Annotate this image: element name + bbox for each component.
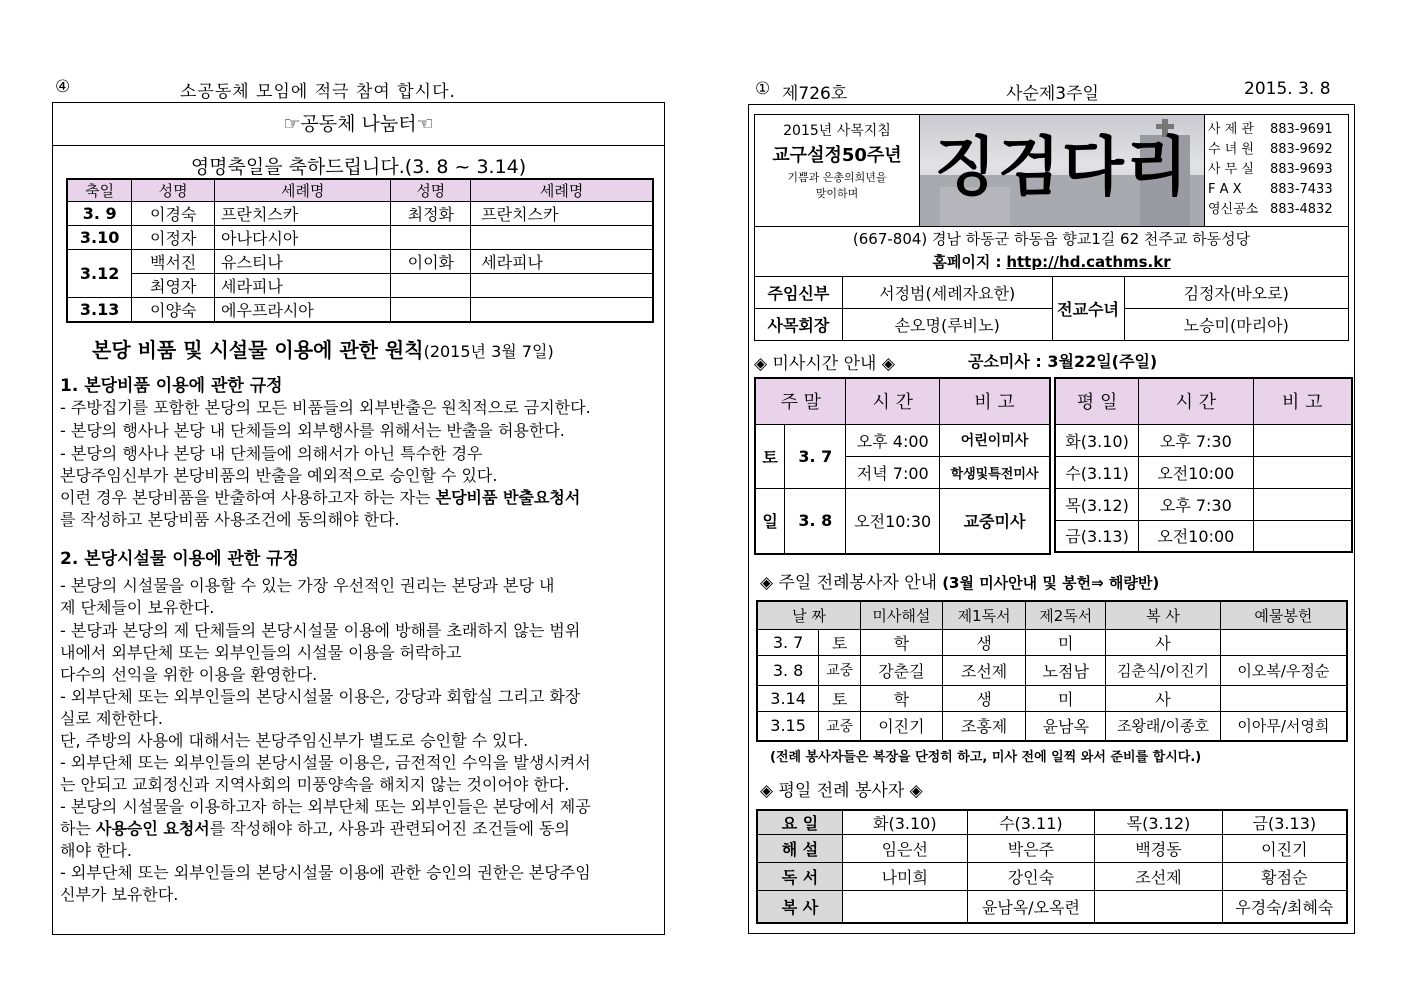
slogan: 소공동체 모임에 적극 참여 합시다. <box>180 82 456 102</box>
weekday-cell: 조선제 <box>1095 863 1222 891</box>
rule-line: 본당주임신부가 본당비품의 반출을 예외적으로 승인할 수 있다. <box>60 466 498 485</box>
weekday-cell: 임은선 <box>843 835 967 863</box>
weekday-cell: 강인숙 <box>967 863 1095 891</box>
contact-number: 883-9691 <box>1270 122 1333 137</box>
homepage-line <box>755 251 1348 273</box>
masthead-title: 징검다리 <box>934 130 1190 205</box>
community-title-box <box>52 102 665 146</box>
sunday-day: 토 <box>819 685 861 711</box>
mass-time: 저녁 7:00 <box>846 456 940 488</box>
rules-heading <box>92 334 554 363</box>
feast-name: 이이화 <box>391 250 471 274</box>
liturgical-week: 사순제3주일 <box>1006 84 1099 104</box>
rules-title: 본당 비품 및 시설물 이용에 관한 원칙 <box>92 338 424 362</box>
feast-name <box>391 226 471 250</box>
feast-name <box>391 274 471 298</box>
rule-line: - 본당의 행사나 본당 내 단체들의 외부행사를 위해서는 반출을 허용한다. <box>60 421 565 440</box>
rule-line: - 외부단체 또는 외부인들의 본당시설물 이용은, 금전적인 수익을 발생시켜서 <box>60 753 591 772</box>
sunday-cell: 윤남옥 <box>1026 711 1106 741</box>
anniversary: 교구설정50주년 <box>772 145 902 166</box>
mass-time: 오후 7:30 <box>1139 488 1253 520</box>
mass-title: ◈ 미사시간 안내 ◈ <box>754 354 895 374</box>
feast-name: 이정자 <box>132 226 215 250</box>
sunday-header: 예물봉헌 <box>1220 601 1347 629</box>
feast-date: 3.13 <box>67 298 132 323</box>
sunday-date: 3.14 <box>757 685 819 711</box>
feast-header: 세례명 <box>471 179 653 202</box>
sister-name: 노승미(마리아) <box>1124 309 1349 341</box>
weekday-role: 해 설 <box>757 835 843 863</box>
weekend-mass-table <box>754 377 1051 555</box>
sunday-header: 제1독서 <box>942 601 1026 629</box>
sunday-cell: 조선제 <box>942 655 1026 685</box>
mass-note: 어린이미사 <box>940 424 1050 456</box>
rule-line: 를 작성하고 본당비품 사용조건에 동의해야 한다. <box>60 510 400 529</box>
mass-day: 토 <box>755 424 785 488</box>
feast-name: 최정화 <box>391 202 471 226</box>
weekday-cell: 황점순 <box>1222 863 1347 891</box>
feast-heading: 영명축일을 축하드립니다.(3. 8 ~ 3.14) <box>190 156 527 178</box>
feast-baptism <box>471 226 653 250</box>
mass-time: 오전10:30 <box>846 488 940 554</box>
weekday-role: 복 사 <box>757 891 843 923</box>
council-name: 손오명(루비노) <box>842 309 1052 341</box>
issue-mark: ① <box>755 79 771 99</box>
anniversary-sub: 기쁨과 은총의희년을 <box>787 171 887 184</box>
community-title: ☞공동체 나눔터☜ <box>283 113 434 135</box>
feast-name: 이경숙 <box>132 202 215 226</box>
mass-header: 비 고 <box>1253 378 1352 424</box>
weekday-role: 독 서 <box>757 863 843 891</box>
rule-line: 는 안되고 교회정신과 지역사회의 미풍양속을 해치지 않는 것이어야 한다. <box>60 775 570 794</box>
mass-header: 비 고 <box>940 378 1050 424</box>
mass-time: 오후 7:30 <box>1139 424 1253 456</box>
mass-time: 오전10:00 <box>1139 520 1253 552</box>
sunday-header: 복 사 <box>1106 601 1221 629</box>
rule-line: - 외부단체 또는 외부인들의 본당시설물 이용에 관한 승인의 권한은 본당주임 <box>60 863 591 882</box>
feast-baptism <box>471 274 653 298</box>
rule-line: 제 단체들이 보유한다. <box>60 598 215 617</box>
feast-date: 3.12 <box>67 250 132 298</box>
section1-title: 1. 본당비품 이용에 관한 규정 <box>60 376 283 396</box>
sunday-cell: 조왕래/이종호 <box>1106 711 1221 741</box>
rule-text: 를 작성해야 하고, 사용과 관련되어진 조건들에 동의 <box>209 819 570 838</box>
weekday-header: 요 일 <box>757 810 843 835</box>
contact-row <box>1208 160 1348 180</box>
pastoral-year: 2015년 사목지침 <box>783 123 891 139</box>
rule-line: 해야 한다. <box>60 841 132 860</box>
weekday-cell: 박은주 <box>967 835 1095 863</box>
mass-note: 교중미사 <box>940 488 1050 554</box>
mass-header: 주 말 <box>755 378 846 424</box>
rule-line: 단, 주방의 사용에 대해서는 본당주임신부가 별도로 승인할 수 있다. <box>60 731 529 750</box>
rules-date: (2015년 3월 7일) <box>423 342 554 361</box>
feast-table <box>66 178 654 323</box>
sunday-header: 미사해설 <box>861 601 943 629</box>
page-number: ④ <box>55 77 71 97</box>
feast-header: 세례명 <box>215 179 391 202</box>
feast-baptism: 유스티나 <box>215 250 391 274</box>
pastor-label: 주임신부 <box>755 277 843 309</box>
rule-line: 실로 제한한다. <box>60 709 163 728</box>
sunday-cell: 사 <box>1106 685 1221 711</box>
rule-bold: 사용승인 요청서 <box>96 819 210 838</box>
sunday-cell: 미 <box>1026 629 1106 655</box>
feast-header: 축일 <box>67 179 132 202</box>
contact-number: 883-9692 <box>1270 142 1333 157</box>
sunday-cell: 이진기 <box>861 711 943 741</box>
rule-line: - 본당의 행사나 본당 내 단체들에 의해서가 아닌 특수한 경우 <box>60 444 483 463</box>
address-box <box>754 226 1349 277</box>
sunday-cell: 생 <box>942 685 1026 711</box>
contact-number: 883-4832 <box>1270 202 1333 217</box>
mass-day: 금(3.13) <box>1055 520 1139 552</box>
feast-baptism: 아나다시아 <box>215 226 391 250</box>
rule-line: 신부가 보유한다. <box>60 885 179 904</box>
feast-baptism: 에우프라시아 <box>215 298 391 323</box>
sunday-cell: 학 <box>861 685 943 711</box>
sunday-header: 제2독서 <box>1026 601 1106 629</box>
rule-line: - 주방집기를 포함한 본당의 모든 비품들의 외부반출은 원칙적으로 금지한다. <box>60 398 591 417</box>
contact-label: 영신공소 <box>1208 202 1259 217</box>
weekday-cell: 백경동 <box>1095 835 1222 863</box>
rule-line: - 외부단체 또는 외부인들의 본당시설물 이용은, 강당과 회합실 그리고 화장 <box>60 687 581 706</box>
feast-baptism: 프란치스카 <box>471 202 653 226</box>
sunday-cell: 미 <box>1026 685 1106 711</box>
address: (667-804) 경남 하동군 하동읍 향교1길 62 천주교 하동성당 <box>852 230 1251 248</box>
sunday-date: 3. 7 <box>757 629 819 655</box>
issue-date: 2015. 3. 8 <box>1244 79 1331 99</box>
contact-label: F A X <box>1208 182 1242 197</box>
sunday-cell: 노점남 <box>1026 655 1106 685</box>
weekday-cell: 이진기 <box>1222 835 1347 863</box>
anniversary-sub: 맞이하며 <box>815 187 859 200</box>
feast-baptism: 세라피나 <box>215 274 391 298</box>
mass-header: 평 일 <box>1055 378 1139 424</box>
weekday-cell: 나미희 <box>843 863 967 891</box>
contact-label: 사 무 실 <box>1208 162 1254 177</box>
weekday-cell <box>843 891 967 923</box>
sunday-heading <box>760 568 1159 593</box>
weekday-cell: 우경숙/최혜숙 <box>1222 891 1347 923</box>
mass-note <box>1253 488 1352 520</box>
rule-line <box>60 487 660 509</box>
weekday-cell <box>1095 891 1222 923</box>
church-photo <box>919 115 1205 226</box>
feast-name <box>391 298 471 323</box>
weekday-mass-table <box>1054 377 1353 553</box>
sunday-server-table <box>756 600 1348 742</box>
rule-line: - 본당과 본당의 제 단체들의 본당시설물 이용에 방해를 초래하지 않는 범위 <box>60 621 581 640</box>
pastoral-block <box>756 120 918 202</box>
rule-line: 다수의 선익을 위한 이용을 환영한다. <box>60 665 318 684</box>
homepage-link[interactable]: http://hd.cathms.kr <box>1006 253 1171 271</box>
mass-header: 시 간 <box>846 378 940 424</box>
weekday-header: 수(3.11) <box>967 810 1095 835</box>
mass-day: 수(3.11) <box>1055 456 1139 488</box>
feast-baptism: 세라피나 <box>471 250 653 274</box>
contact-row <box>1208 140 1348 160</box>
weekday-title: ◈ 평일 전례 봉사자 ◈ <box>760 781 923 801</box>
weekday-header: 목(3.12) <box>1095 810 1222 835</box>
sunday-cell: 학 <box>861 629 943 655</box>
feast-header: 성명 <box>391 179 471 202</box>
sunday-note: (3월 미사안내 및 봉헌⇒ 해량반) <box>942 574 1160 592</box>
contact-number: 883-9693 <box>1270 162 1333 177</box>
issue-number: 제726호 <box>782 84 848 104</box>
pastor-name: 서정범(세례자요한) <box>842 277 1052 309</box>
feast-name: 백서진 <box>132 250 215 274</box>
contact-row <box>1208 120 1348 140</box>
staff-table <box>754 276 1349 341</box>
mass-note: 학생및특전미사 <box>940 456 1050 488</box>
mass-note <box>1253 520 1352 552</box>
sunday-footer: (전례 봉사자들은 복장을 단정히 하고, 미사 전에 일찍 와서 준비를 합시다.) <box>770 750 1202 765</box>
feast-name: 최영자 <box>132 274 215 298</box>
council-label: 사목회장 <box>755 309 843 341</box>
sunday-date: 3. 8 <box>757 655 819 685</box>
sunday-day: 교중 <box>819 655 861 685</box>
feast-baptism <box>471 298 653 323</box>
contact-row <box>1208 180 1348 200</box>
weekday-cell: 윤남옥/오옥련 <box>967 891 1095 923</box>
sunday-day: 토 <box>819 629 861 655</box>
sunday-cell: 강춘길 <box>861 655 943 685</box>
weekday-header: 금(3.13) <box>1222 810 1347 835</box>
feast-name: 이양숙 <box>132 298 215 323</box>
mass-day: 화(3.10) <box>1055 424 1139 456</box>
mission-mass: 공소미사 : 3월22일(주일) <box>968 352 1158 371</box>
sunday-cell: 조홍제 <box>942 711 1026 741</box>
sunday-day: 교중 <box>819 711 861 741</box>
section2-title: 2. 본당시설물 이용에 관한 규정 <box>60 549 300 569</box>
contact-row <box>1208 200 1348 220</box>
feast-baptism: 프란치스카 <box>215 202 391 226</box>
rule-line: - 본당의 시설물을 이용하고자 하는 외부단체 또는 외부인들은 본당에서 제공 <box>60 797 591 816</box>
rule-text: 이런 경우 본당비품을 반출하여 사용하고자 하는 자는 <box>60 488 436 507</box>
sunday-title: ◈ 주일 전례봉사자 안내 <box>760 573 938 593</box>
weekday-header: 화(3.10) <box>843 810 967 835</box>
mass-date: 3. 8 <box>785 488 846 554</box>
mass-time: 오후 4:00 <box>846 424 940 456</box>
sunday-cell: 사 <box>1106 629 1221 655</box>
sunday-gift: 이아무/서영희 <box>1220 711 1347 741</box>
mass-day: 일 <box>755 488 785 554</box>
homepage-label: 홈페이지 : <box>932 253 1002 271</box>
sunday-gift: 이오복/우정순 <box>1220 655 1347 685</box>
feast-header: 성명 <box>132 179 215 202</box>
sister-label: 전교수녀 <box>1052 277 1124 341</box>
rule-text: 하는 <box>60 819 96 838</box>
contact-number: 883-7433 <box>1270 182 1333 197</box>
sunday-header: 날 짜 <box>757 601 861 629</box>
mass-note <box>1253 456 1352 488</box>
sunday-gift <box>1220 629 1347 655</box>
rule-line <box>60 818 660 840</box>
contact-label: 수 녀 원 <box>1208 142 1254 157</box>
mass-note <box>1253 424 1352 456</box>
contact-label: 사 제 관 <box>1208 122 1254 137</box>
contact-list <box>1208 120 1348 220</box>
mass-time: 오전10:00 <box>1139 456 1253 488</box>
mass-date: 3. 7 <box>785 424 846 488</box>
rule-line: 내에서 외부단체 또는 외부인들의 시설물 이용을 허락하고 <box>60 643 462 662</box>
feast-date: 3. 9 <box>67 202 132 226</box>
mass-day: 목(3.12) <box>1055 488 1139 520</box>
sunday-date: 3.15 <box>757 711 819 741</box>
sister-name: 김정자(바오로) <box>1124 277 1349 309</box>
sunday-cell: 생 <box>942 629 1026 655</box>
feast-date: 3.10 <box>67 226 132 250</box>
rule-bold: 본당비품 반출요청서 <box>435 488 581 507</box>
mass-header: 시 간 <box>1139 378 1253 424</box>
weekday-server-table <box>756 809 1348 924</box>
sunday-gift <box>1220 685 1347 711</box>
sunday-cell: 김춘식/이진기 <box>1106 655 1221 685</box>
rule-line: - 본당의 시설물을 이용할 수 있는 가장 우선적인 권리는 본당과 본당 내 <box>60 576 555 595</box>
